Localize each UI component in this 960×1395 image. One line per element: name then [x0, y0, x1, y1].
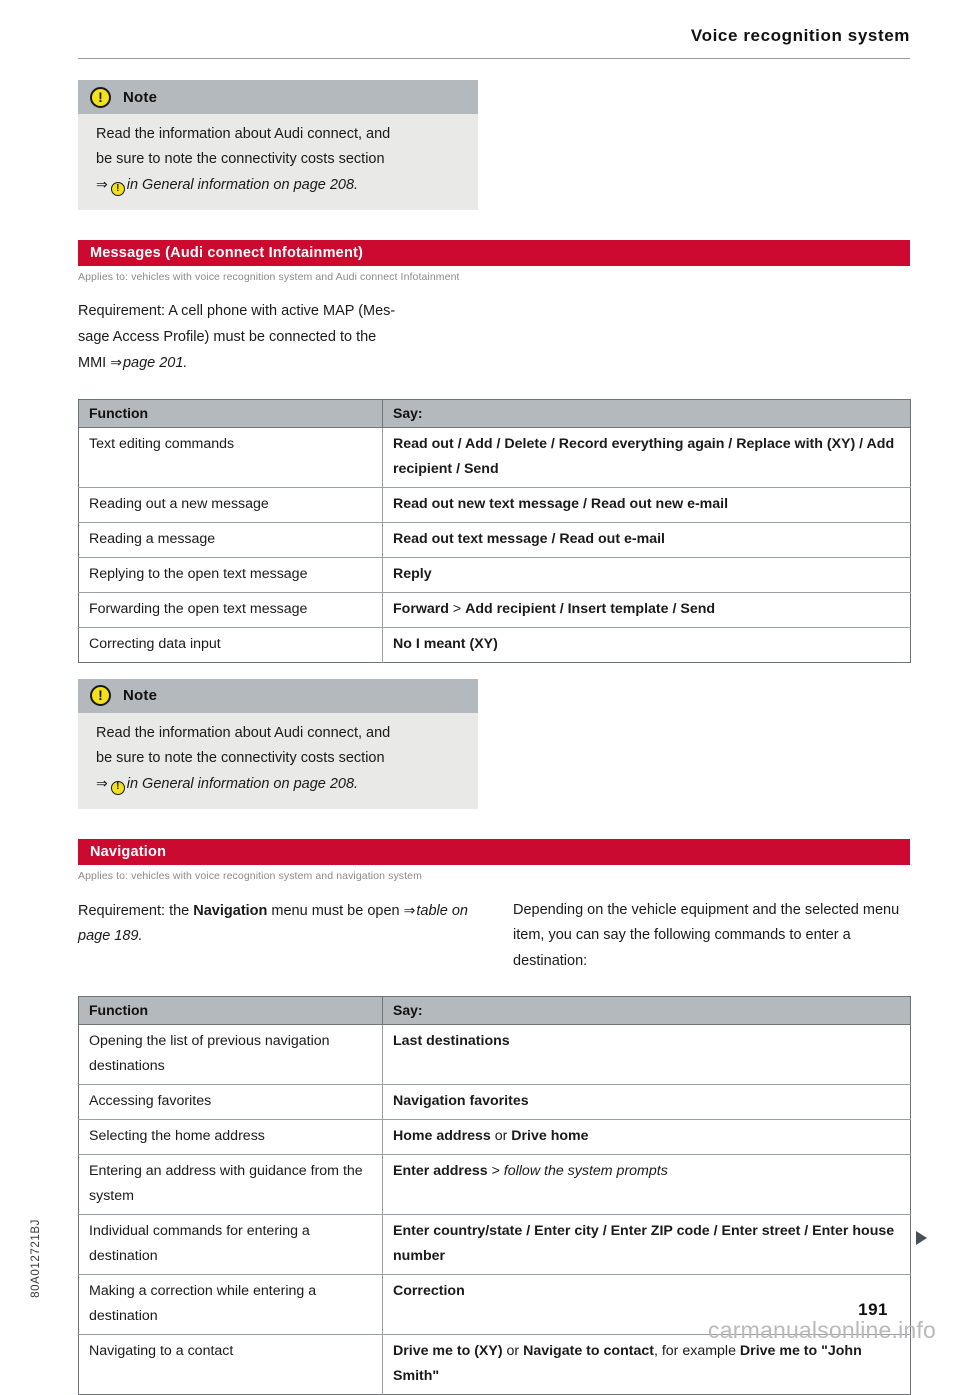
- note-reference-2: in General information on page 208.: [126, 775, 359, 792]
- warning-circle-icon: [90, 685, 111, 706]
- reference-arrow-icon: ⇒: [96, 774, 108, 791]
- requirement-messages: [78, 299, 498, 377]
- requirement-reference: table on page 189.: [78, 902, 468, 944]
- section-heading-messages: [78, 240, 910, 266]
- requirement-reference: page 201.: [122, 355, 188, 371]
- table-row: [79, 592, 911, 627]
- note-reference-1: in General information on page 208.: [126, 177, 359, 193]
- cell-say: Navigation favorites: [383, 1085, 911, 1120]
- page-number: 191: [858, 1300, 888, 1319]
- cell-say: No I meant (XY): [383, 627, 911, 662]
- cell-say: Read out text message / Read out e-mail: [383, 522, 911, 557]
- note-box-1: [78, 80, 478, 210]
- navigation-description: Depending on the vehicle equipment and the selected menu item, you can say the following commands to enter a destination:: [513, 901, 900, 969]
- section-heading-navigation: [78, 839, 910, 865]
- cell-function: Forwarding the open text message: [79, 592, 383, 627]
- cell-say: Home address or Drive home: [383, 1120, 911, 1155]
- cell-function: Accessing favorites: [79, 1085, 383, 1120]
- requirement-navigation: [78, 898, 475, 975]
- cell-function: Navigating to a contact: [79, 1335, 383, 1395]
- table-row: [79, 627, 911, 662]
- table-row: [79, 1025, 911, 1085]
- warning-circle-icon-inline: [111, 182, 125, 196]
- note-header-2: [78, 679, 478, 713]
- note-line-1: Read the information about Audi connect, and: [96, 724, 391, 741]
- note-body-2: [78, 713, 478, 809]
- table-header-row: [79, 399, 911, 427]
- reference-arrow-icon: ⇒: [110, 354, 122, 370]
- note-label-1: Note: [123, 88, 158, 106]
- cell-say: Drive me to (XY) or Navigate to contact, for example Drive me to "John Smith": [383, 1335, 911, 1395]
- note-label-2: Note: [123, 687, 158, 704]
- note-line-1: Read the information about Audi connect, and: [96, 126, 391, 142]
- navigation-intro-columns: [78, 898, 910, 975]
- cell-say: Reply: [383, 557, 911, 592]
- requirement-line-2: sage Access Profile) must be connected to the: [78, 328, 377, 345]
- table-row: [79, 522, 911, 557]
- applies-to-messages: Applies to: vehicles with voice recognition system and Audi connect Infotainment: [78, 271, 460, 283]
- table-body-messages: [79, 427, 911, 662]
- column-header-say: Say:: [383, 399, 911, 427]
- cell-say: Correction: [383, 1275, 911, 1335]
- table-row: [79, 1085, 911, 1120]
- table-row: [79, 1120, 911, 1155]
- table-row: [79, 427, 911, 487]
- requirement-line-1: Requirement: A cell phone with active MAP (Mes-: [78, 303, 396, 319]
- reference-arrow-icon: ⇒: [403, 901, 416, 918]
- table-row: [79, 1155, 911, 1215]
- cell-function: Opening the list of previous navigation destinations: [79, 1025, 383, 1085]
- cell-function: Individual commands for entering a destination: [79, 1215, 383, 1275]
- cell-say: Enter address > follow the system prompts: [383, 1155, 911, 1215]
- cell-say: Forward > Add recipient / Insert template / Send: [383, 592, 911, 627]
- document-part-number: 80A012721BJ: [30, 1219, 42, 1298]
- section-title-messages: Messages (Audi connect Infotainment): [90, 245, 364, 261]
- cell-function: Replying to the open text message: [79, 557, 383, 592]
- cell-say: Read out / Add / Delete / Record everything again / Replace with (XY) / Add recipient / Send: [383, 427, 911, 487]
- reference-arrow-icon: ⇒: [96, 176, 108, 192]
- section-title-navigation: Navigation: [90, 843, 167, 860]
- triangle-right-icon: [916, 1231, 927, 1245]
- column-header-function: Function: [79, 997, 383, 1025]
- page-content: [78, 80, 910, 1395]
- cell-function: Correcting data input: [79, 627, 383, 662]
- table-header-row: [79, 997, 911, 1025]
- column-header-say: Say:: [383, 997, 911, 1025]
- note-line-2: be sure to note the connectivity costs section: [96, 749, 385, 766]
- table-row: [79, 1215, 911, 1275]
- cell-function: Reading out a new message: [79, 487, 383, 522]
- header-divider: [78, 58, 910, 59]
- requirement-prefix: Requirement: the: [78, 902, 194, 919]
- applies-to-navigation: Applies to: vehicles with voice recognition system and navigation system: [78, 869, 422, 882]
- warning-circle-icon-inline: [111, 781, 125, 795]
- note-box-2: [78, 679, 478, 809]
- note-header-1: [78, 80, 478, 114]
- warning-circle-icon: [90, 87, 111, 108]
- column-header-function: Function: [79, 399, 383, 427]
- table-row: [79, 557, 911, 592]
- cell-function: Reading a message: [79, 522, 383, 557]
- cell-function: Entering an address with guidance from the system: [79, 1155, 383, 1215]
- requirement-middle: menu must be open: [267, 902, 404, 919]
- page-title: Voice recognition system: [690, 26, 910, 45]
- requirement-menu-name: Navigation: [193, 902, 268, 919]
- note-body-1: [78, 114, 478, 210]
- cell-function: Selecting the home address: [79, 1120, 383, 1155]
- cell-say: Last destinations: [383, 1025, 911, 1085]
- cell-say: Enter country/state / Enter city / Enter ZIP code / Enter street / Enter house number: [383, 1215, 911, 1275]
- table-row: [79, 487, 911, 522]
- watermark: carmanualsonline.info: [708, 1317, 936, 1343]
- cell-function: Text editing commands: [79, 427, 383, 487]
- cell-say: Read out new text message / Read out new e-mail: [383, 487, 911, 522]
- requirement-line-3-prefix: MMI: [78, 355, 111, 371]
- page-running-header: [78, 26, 910, 58]
- note-line-2: be sure to note the connectivity costs section: [96, 151, 385, 167]
- commands-table-messages: [78, 399, 911, 663]
- cell-function: Making a correction while entering a destination: [79, 1275, 383, 1335]
